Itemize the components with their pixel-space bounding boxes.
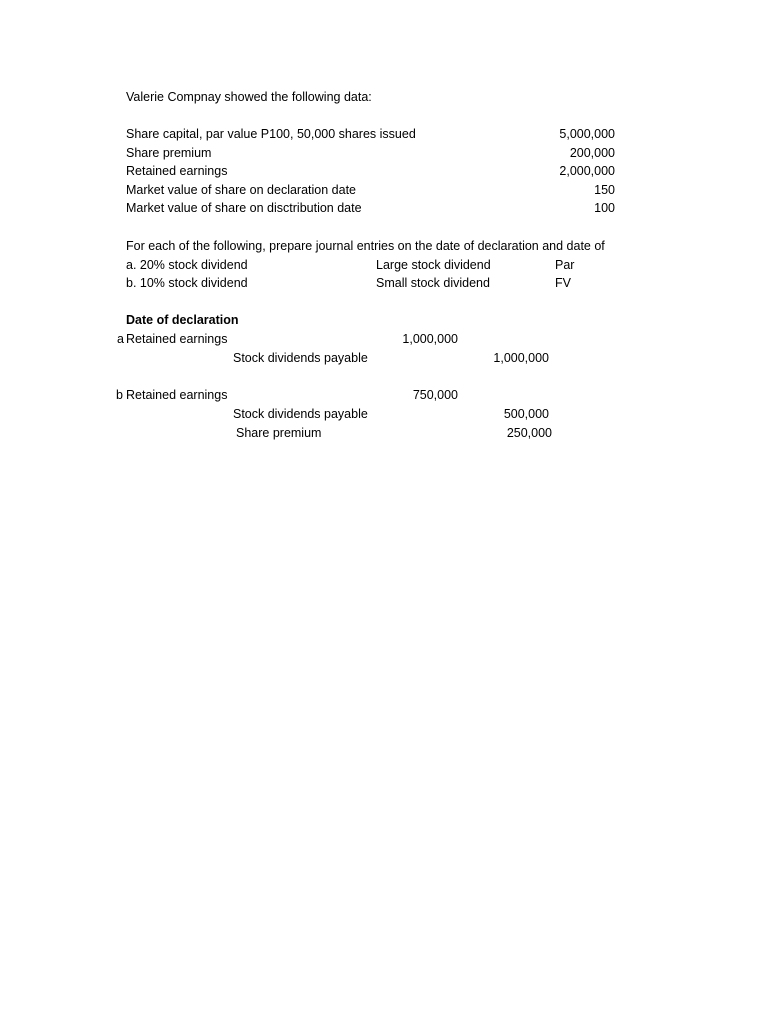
entry-b-credit2-amount: 250,000 [506, 426, 552, 440]
data-label-share-capital: Share capital, par value P100, 50,000 shares issued [126, 127, 416, 141]
case-b-label: b. 10% stock dividend [126, 276, 248, 290]
data-value-share-capital: 5,000,000 [559, 127, 615, 141]
entry-b-debit-account: Retained earnings [126, 388, 228, 402]
data-value-market-value-declaration: 150 [594, 183, 615, 197]
data-label-retained-earnings: Retained earnings [126, 164, 228, 178]
entry-b-credit1-account: Stock dividends payable [233, 407, 368, 421]
entry-b-credit2-account: Share premium [236, 426, 322, 440]
entry-a-credit-amount: 1,000,000 [493, 351, 549, 365]
data-label-market-value-distribution: Market value of share on disctribution date [126, 201, 362, 215]
case-a-type: Large stock dividend [376, 258, 491, 272]
section-heading: Date of declaration [126, 313, 239, 327]
data-label-share-premium: Share premium [126, 146, 212, 160]
data-value-market-value-distribution: 100 [594, 201, 615, 215]
case-a-label: a. 20% stock dividend [126, 258, 248, 272]
case-a-basis: Par [555, 258, 575, 272]
entry-a-letter: a [117, 332, 124, 346]
case-b-type: Small stock dividend [376, 276, 490, 290]
case-b-basis: FV [555, 276, 571, 290]
data-value-share-premium: 200,000 [569, 146, 615, 160]
entry-b-letter: b [116, 388, 123, 402]
company-heading: Valerie Compnay showed the following data: [126, 90, 372, 104]
data-label-market-value-declaration: Market value of share on declaration date [126, 183, 356, 197]
entry-b-debit-amount: 750,000 [412, 388, 458, 402]
entry-a-debit-account: Retained earnings [126, 332, 228, 346]
entry-a-debit-amount: 1,000,000 [402, 332, 458, 346]
data-value-retained-earnings: 2,000,000 [559, 164, 615, 178]
entry-b-credit1-amount: 500,000 [503, 407, 549, 421]
entry-a-credit-account: Stock dividends payable [233, 351, 368, 365]
instruction-text: For each of the following, prepare journal entries on the date of declaration and date of [126, 239, 605, 253]
